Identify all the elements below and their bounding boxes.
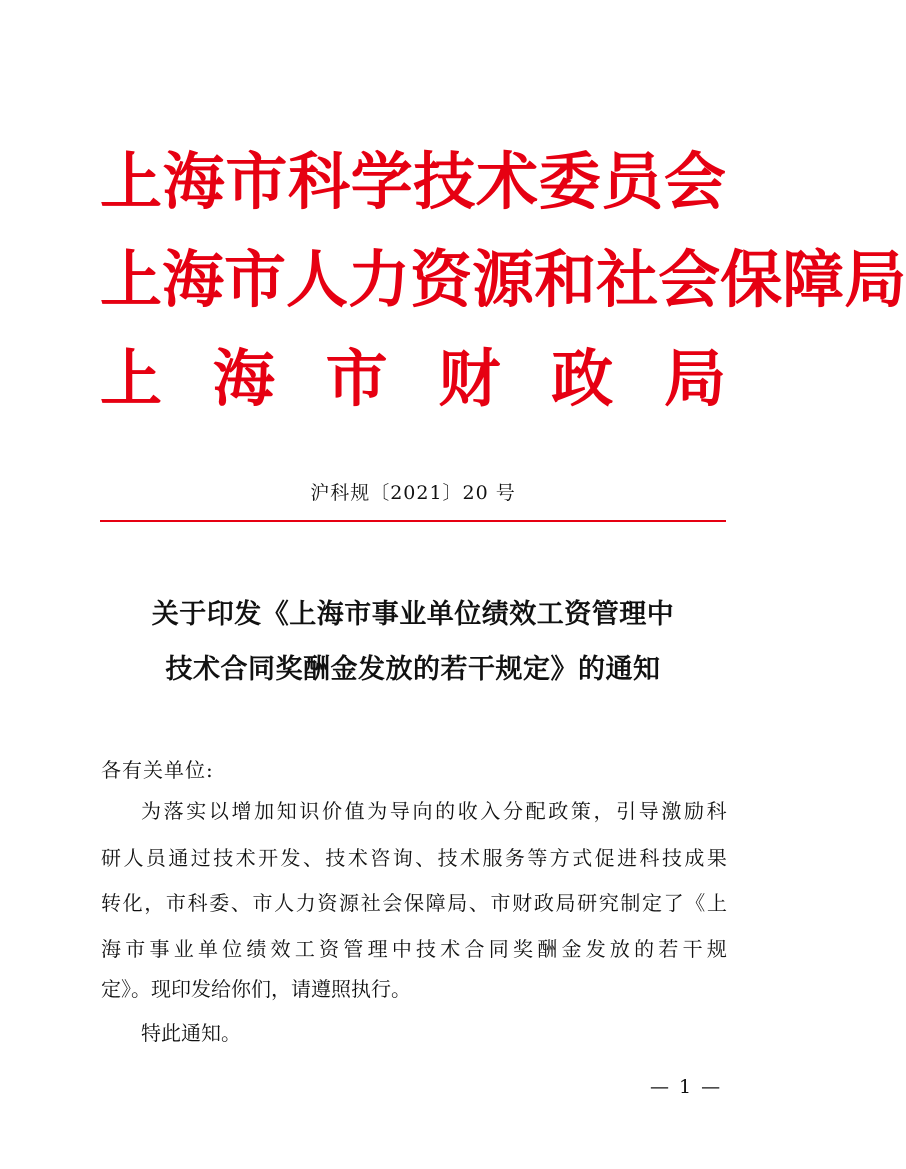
document-title-line-1: 关于印发《上海市事业单位绩效工资管理中 [151, 599, 675, 630]
document-number: 沪科规〔2021〕20 号 [310, 482, 516, 504]
body-paragraph-line-2: 研 人 员 通 过 技 术 开 发 、 技 术 咨 询 、 技 术 服 务 等 方 式 促 进 科 技 成 果 [101, 846, 727, 870]
document-title-line-2: 技术合同奖酬金发放的若干规定》的通知 [165, 654, 661, 685]
page-number: — 1 — [650, 1076, 723, 1098]
red-divider-line [100, 520, 726, 522]
body-paragraph-line-5: 定》。现印发给你们，请遵照执行。 [101, 977, 411, 1001]
closing-remark: 特此通知。 [141, 1021, 241, 1045]
issuer-line-1: 上 海 市 科 学 技 术 委 员 会 [100, 145, 726, 218]
issuer-line-2: 上 海 市 人 力 资 源 和 社 会 保 障 局 [100, 243, 906, 316]
body-paragraph-line-3: 转 化 ， 市 科 委 、 市 人 力 资 源 社 会 保 障 局 、 市 财 政 局 研 究 制 定 了 《 上 [101, 891, 727, 915]
salutation: 各有关单位: [101, 758, 214, 782]
body-paragraph-line-4: 海 市 事 业 单 位 绩 效 工 资 管 理 中 技 术 合 同 奖 酬 金 发 放 的 若 干 规 [101, 937, 727, 961]
body-paragraph-line-1: 为 落 实 以 增 加 知 识 价 值 为 导 向 的 收 入 分 配 政 策 ， 引 导 激 励 科 [141, 799, 727, 823]
issuer-line-3: 上 海 市 财 政 局 [100, 342, 726, 415]
